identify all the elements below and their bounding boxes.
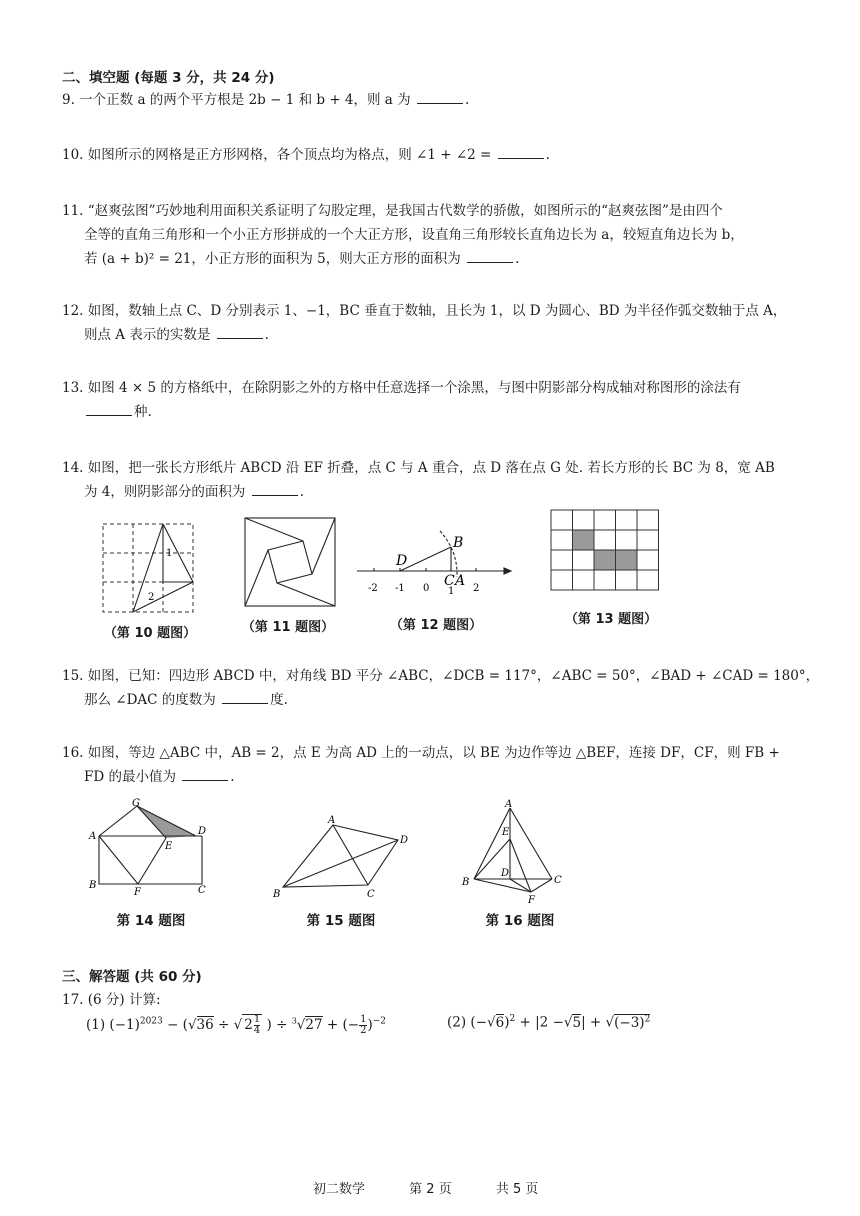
q17p1-fden: 4 <box>253 1025 261 1036</box>
page-footer <box>313 1178 538 1197</box>
fig15-label-A: A <box>328 815 336 826</box>
q16-line1: 16. 如图，等边 △ABC 中，AB = 2，点 E 为高 AD 上的一动点，以 BE 为边作等边 △BEF，连接 DF，CF，则 FB + <box>62 745 780 761</box>
fig16-label-A: A <box>505 799 513 810</box>
q15-line2: 那么 ∠DAC 的度数为 <box>84 692 216 708</box>
q17p2-n3: (−3) <box>614 1014 645 1031</box>
section2-title: 二、填空题 (每题 3 分，共 24 分) <box>62 70 275 86</box>
fig14-label-G: G <box>132 798 140 809</box>
figure-12 <box>352 525 516 597</box>
q17p1-base: (−1) <box>109 1017 140 1033</box>
fig12-caption: （第 12 题图） <box>389 618 483 633</box>
q11-line3: 若 (a + b)² = 21，小正方形的面积为 5，则大正方形的面积为 <box>84 251 461 267</box>
q13-line1: 13. 如图 4 × 5 的方格纸中，在除阴影之外的方格中任意选择一个涂黑，与图中阴影部分构成轴对称图形的涂法有 <box>62 380 741 396</box>
fig12-tick-neg1: -1 <box>395 583 405 594</box>
q11-line2: 全等的直角三角形和一个小正方形拼成的一个大正方形，设直角三角形较长直角边长为 a，较短直角边长为 b， <box>84 227 744 243</box>
q17p2-n5: 5 <box>572 1014 582 1031</box>
figure-13 <box>549 507 661 599</box>
q17p2-sq: 2 <box>509 1014 516 1024</box>
q10-text: 10. 如图所示的网格是正方形网格，各个顶点均为格点，则 ∠1 + ∠2 = <box>62 147 492 163</box>
q14-end: . <box>299 484 304 500</box>
q17p1-minus: − ( <box>167 1017 188 1033</box>
q17p1-whole: 2 <box>244 1017 253 1033</box>
q15-blank <box>222 689 268 704</box>
figure-10 <box>98 520 198 616</box>
fig12-tick-0: 0 <box>423 583 430 594</box>
q12-end: . <box>264 327 269 343</box>
fig12-label-C: C <box>444 573 455 589</box>
q10-end: . <box>545 147 550 163</box>
question-14 <box>62 456 802 504</box>
q11-blank <box>467 248 513 263</box>
q10-blank <box>498 144 544 159</box>
question-12 <box>62 299 802 347</box>
figure-16 <box>458 796 568 908</box>
fig10-caption: （第 10 题图） <box>103 626 197 641</box>
q17p2-t2: ) <box>504 1014 510 1031</box>
fig12-tick-neg2: -2 <box>368 583 378 594</box>
q11-line1: 11. “赵爽弦图”巧妙地利用面积关系证明了勾股定理，是我国古代数学的骄傲，如图所示的“赵爽弦图”是由四个 <box>62 203 723 219</box>
question-10 <box>62 143 802 167</box>
q14-blank <box>252 481 298 496</box>
fig16-label-B: B <box>462 877 470 888</box>
q16-line2: FD 的最小值为 <box>84 769 176 785</box>
q9-text: 9. 一个正数 a 的两个平方根是 2b − 1 和 b + 4，则 a 为 <box>62 92 411 108</box>
q11-end: . <box>515 251 520 267</box>
fig16-label-D: D <box>501 868 510 879</box>
q16-end: . <box>230 769 235 785</box>
fig15-caption: 第 15 题图 <box>306 913 376 929</box>
q17p2-sq2: 2 <box>644 1014 651 1024</box>
fig10-label-1: 1 <box>166 548 173 559</box>
question-15 <box>62 664 820 712</box>
q12-line2: 则点 A 表示的实数是 <box>84 327 211 343</box>
q15-end: 度. <box>270 692 288 708</box>
q17p2-n6: 6 <box>495 1014 505 1031</box>
fig15-label-C: C <box>367 889 375 900</box>
q17p2-t1: (− <box>470 1014 488 1031</box>
q17-part2: (2) $(-√6)^2 + |2 -√5| + √(-3)^2$ <box>447 1014 651 1031</box>
q12-blank <box>217 324 263 339</box>
footer-subject: 初二数学 <box>313 1182 366 1197</box>
fig12-label-B: B <box>453 535 464 551</box>
question-16 <box>62 741 802 789</box>
fig12-tick-2: 2 <box>473 583 480 594</box>
fig12-label-D: D <box>396 553 408 569</box>
figure-11 <box>242 515 338 609</box>
fig15-label-B: B <box>273 889 281 900</box>
question-13 <box>62 376 802 424</box>
q14-line1: 14. 如图，把一张长方形纸片 ABCD 沿 EF 折叠，点 C 与 A 重合，点 D 落在点 G 处. 若长方形的长 BC 为 8，宽 AB <box>62 460 775 476</box>
q13-line2: 种. <box>134 404 152 420</box>
fig14-label-F: F <box>134 887 141 898</box>
q17p1-n27: 27 <box>305 1017 323 1033</box>
q12-line1: 12. 如图，数轴上点 C、D 分别表示 1、−1，BC 垂直于数轴，且长为 1，以 D 为圆心、BD 为半径作弧交数轴于点 A， <box>62 303 787 319</box>
q14-line2: 为 4，则阴影部分的面积为 <box>84 484 246 500</box>
q17p1-sqrt36: 36 <box>196 1017 214 1033</box>
fig12-label-A: A <box>455 573 466 589</box>
question-11 <box>62 199 802 271</box>
fig14-label-B: B <box>89 880 97 891</box>
q17p1-div2: ) ÷ <box>266 1017 288 1033</box>
footer-total: 共 5 页 <box>495 1182 539 1197</box>
figure-14 <box>86 796 216 898</box>
fig12-tick-1: 1 <box>448 586 455 597</box>
fig16-caption: 第 16 题图 <box>485 913 555 929</box>
fig10-label-2: 2 <box>148 592 155 603</box>
q9-end: . <box>464 92 470 108</box>
fig16-label-F: F <box>528 895 535 906</box>
q17p1-div: ÷ <box>218 1017 230 1033</box>
q17-head: 17. (6 分) 计算: <box>62 992 161 1008</box>
q17p1-exp2: −2 <box>372 1016 387 1027</box>
fig16-label-E: E <box>502 827 510 838</box>
q17p1-label: (1) <box>86 1017 106 1033</box>
q17p1-fnum2: 1 <box>360 1014 367 1025</box>
q17p2-t4: | + <box>581 1014 602 1031</box>
fig11-caption: （第 11 题图） <box>241 620 335 635</box>
q17p1-fnum: 1 <box>253 1014 261 1025</box>
fig14-caption: 第 14 题图 <box>116 913 186 929</box>
figure-15 <box>268 812 414 904</box>
fig14-label-A: A <box>89 831 97 842</box>
footer-page: 第 2 页 <box>409 1182 452 1197</box>
q9-blank <box>417 89 463 104</box>
q17p2-t3: + |2 − <box>519 1014 564 1031</box>
fig13-caption: （第 13 题图） <box>564 612 658 627</box>
q17p1-plus: + <box>326 1017 339 1033</box>
q17p1-cubeidx: 3 <box>291 1016 297 1026</box>
q17p1-exp: 2023 <box>139 1016 163 1027</box>
q16-blank <box>182 766 228 781</box>
fig15-label-D: D <box>400 835 409 846</box>
fig14-label-D: D <box>198 826 207 837</box>
question-9 <box>62 88 802 112</box>
q15-line1: 15. 如图，已知：四边形 ABCD 中，对角线 BD 平分 ∠ABC，∠DCB = 117°，∠ABC = 50°，∠BAD + ∠CAD = 180°， <box>62 668 820 684</box>
q17-part1: (1) $(-1)^{2023} - (√36$ ÷ √ 2 $\frac{1}{4}$ ) ÷ $^3$√27 + (− $\frac{1}{2}$ )$^{-2}$ <box>86 1014 387 1036</box>
q13-blank <box>86 401 132 416</box>
q17p1-fden2: 2 <box>360 1025 367 1036</box>
q17p2-label: (2) <box>447 1014 467 1031</box>
fig14-label-E: E <box>165 841 173 852</box>
section3-title: 三、解答题 (共 60 分) <box>62 969 202 985</box>
fig16-label-C: C <box>554 875 562 886</box>
fig14-label-C: C <box>198 885 206 896</box>
